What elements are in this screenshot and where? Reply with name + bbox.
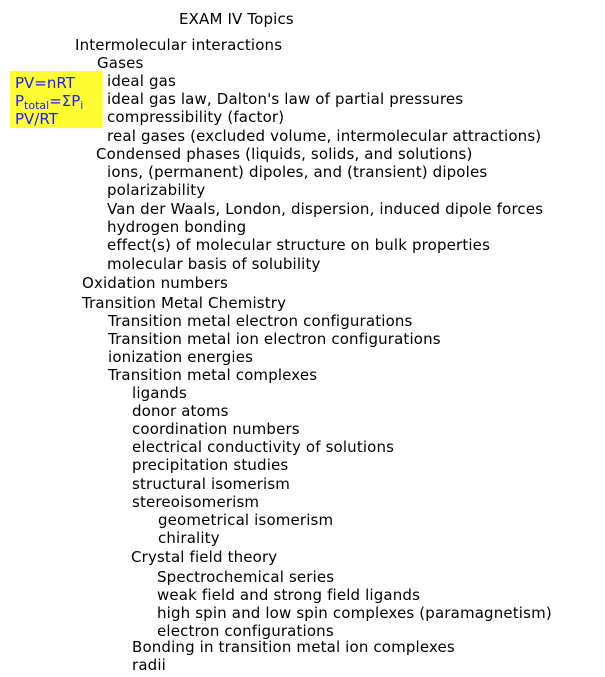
- formula-sticky-note: [10, 71, 103, 128]
- page-title: EXAM IV Topics: [179, 10, 294, 28]
- note-p: P: [15, 92, 25, 110]
- outline-item-level-2: real gases (excluded volume, intermolecular attractions): [107, 127, 542, 145]
- outline-item-level-2: ideal gas law, Dalton's law of partial pressures: [107, 90, 464, 108]
- outline-item-level-2: molecular basis of solubility: [107, 255, 321, 273]
- outline-item-level-1: ionization energies: [108, 348, 254, 366]
- outline-item-level-1: Condensed phases (liquids, solids, and solutions): [96, 145, 473, 163]
- outline-item-level-2: donor atoms: [132, 402, 229, 420]
- outline-item-level-2: polarizability: [107, 181, 206, 199]
- outline-item-level-2: hydrogen bonding: [107, 218, 247, 236]
- outline-item-level-3: high spin and low spin complexes (paramagnetism): [157, 604, 552, 622]
- outline-item-level-2: precipitation studies: [132, 456, 289, 474]
- outline-item-level-2: structural isomerism: [132, 475, 291, 493]
- outline-item-level-3: chirality: [158, 529, 220, 547]
- outline-item-level-0: Transition Metal Chemistry: [82, 294, 287, 312]
- note-ideal-gas-law: PV=nRT: [15, 74, 75, 92]
- note-i-subscript: i: [80, 99, 84, 112]
- outline-item-level-2: stereoisomerism: [132, 493, 260, 511]
- outline-item-level-2: Van der Waals, London, dispersion, induced dipole forces: [107, 200, 544, 218]
- outline-item-level-1: Transition metal ion electron configurations: [108, 330, 441, 348]
- outline-item-level-3: Spectrochemical series: [157, 568, 335, 586]
- outline-item-level-2: effect(s) of molecular structure on bulk properties: [107, 236, 491, 254]
- note-dalton-law: [15, 92, 83, 110]
- outline-item-level-2: radii: [132, 656, 166, 674]
- outline-item-level-2: ions, (permanent) dipoles, and (transient) dipoles: [107, 163, 488, 181]
- outline-item-level-2: compressibility (factor): [107, 108, 285, 126]
- outline-item-level-3: weak field and strong field ligands: [157, 586, 421, 604]
- note-total-subscript: total: [24, 99, 50, 112]
- outline-item-level-3: electron configurations: [157, 622, 334, 640]
- outline-item-level-2: Bonding in transition metal ion complexes: [132, 638, 455, 656]
- outline-item-level-0: Oxidation numbers: [82, 274, 228, 292]
- outline-item-level-0: Intermolecular interactions: [75, 36, 283, 54]
- outline-item-level-2: ideal gas: [107, 72, 176, 90]
- note-sum-p: =ΣP: [49, 92, 81, 110]
- outline-item-level-2: Crystal field theory: [131, 548, 278, 566]
- outline-item-level-1: Gases: [97, 54, 144, 72]
- outline-item-level-1: Transition metal electron configurations: [108, 312, 413, 330]
- outline-item-level-1: Transition metal complexes: [108, 366, 318, 384]
- outline-item-level-3: geometrical isomerism: [158, 511, 334, 529]
- outline-item-level-2: coordination numbers: [132, 420, 300, 438]
- outline-item-level-2: electrical conductivity of solutions: [132, 438, 395, 456]
- outline-item-level-2: ligands: [132, 384, 187, 402]
- note-pv-over-rt: PV/RT: [15, 110, 58, 128]
